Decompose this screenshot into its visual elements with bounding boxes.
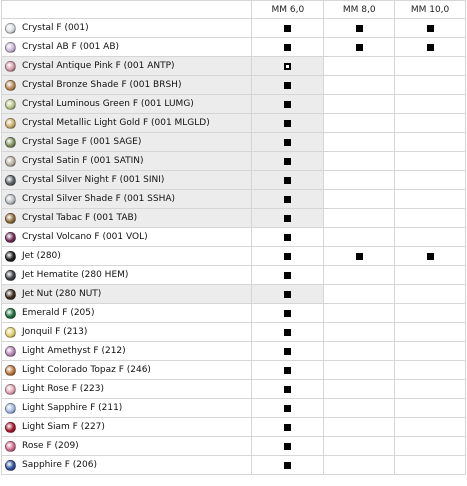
availability-cell (324, 95, 395, 114)
availability-cell (395, 171, 466, 190)
color-name-cell (2, 19, 252, 38)
availability-cell (252, 247, 324, 266)
table-row (2, 95, 466, 114)
availability-cell (324, 380, 395, 399)
color-swatch-icon (5, 232, 16, 243)
availability-cell (252, 95, 324, 114)
availability-cell (395, 323, 466, 342)
availability-cell (252, 19, 324, 38)
availability-cell (395, 152, 466, 171)
filled-square-icon (284, 272, 291, 279)
color-name-cell (2, 190, 252, 209)
color-name-label: Crystal Bronze Shade F (001 BRSH) (22, 80, 182, 90)
filled-square-icon (284, 139, 291, 146)
table-row (2, 38, 466, 57)
availability-cell (324, 190, 395, 209)
availability-cell (252, 209, 324, 228)
availability-cell (324, 38, 395, 57)
color-swatch-icon (5, 99, 16, 110)
availability-cell (395, 437, 466, 456)
color-swatch-icon (5, 175, 16, 186)
color-name-cell (2, 209, 252, 228)
color-swatch-icon (5, 61, 16, 72)
filled-square-icon (284, 120, 291, 127)
availability-cell (395, 247, 466, 266)
color-swatch-icon (5, 289, 16, 300)
availability-table (1, 0, 466, 475)
table-row (2, 361, 466, 380)
color-swatch-icon (5, 194, 16, 205)
color-name-label: Crystal Metallic Light Gold F (001 MLGLD) (22, 118, 210, 128)
color-name-cell (2, 152, 252, 171)
availability-cell (324, 114, 395, 133)
availability-cell (395, 285, 466, 304)
filled-square-icon (284, 443, 291, 450)
availability-cell (324, 247, 395, 266)
availability-cell (324, 437, 395, 456)
color-swatch-icon (5, 346, 16, 357)
filled-square-icon (356, 44, 363, 51)
header-mm6: MM 6,0 (252, 1, 324, 19)
color-name-label: Light Rose F (223) (22, 384, 105, 394)
availability-cell (252, 342, 324, 361)
filled-square-icon (356, 25, 363, 32)
availability-cell (324, 304, 395, 323)
availability-cell (252, 228, 324, 247)
color-swatch-icon (5, 213, 16, 224)
filled-square-icon (284, 329, 291, 336)
availability-cell (395, 38, 466, 57)
availability-cell (252, 133, 324, 152)
table-row (2, 228, 466, 247)
filled-square-icon (284, 253, 291, 260)
filled-square-icon (284, 367, 291, 374)
filled-square-icon (284, 82, 291, 89)
availability-cell (324, 76, 395, 95)
availability-cell (252, 57, 324, 76)
color-swatch-icon (5, 422, 16, 433)
color-name-cell (2, 57, 252, 76)
color-swatch-icon (5, 251, 16, 262)
availability-cell (324, 418, 395, 437)
availability-cell (252, 266, 324, 285)
table-row (2, 57, 466, 76)
color-name-label: Crystal Luminous Green F (001 LUMG) (22, 99, 194, 109)
availability-cell (324, 19, 395, 38)
availability-cell (324, 209, 395, 228)
color-name-label: Crystal Tabac F (001 TAB) (22, 213, 138, 223)
table-row (2, 323, 466, 342)
header-color (2, 1, 252, 19)
color-name-label: Crystal AB F (001 AB) (22, 42, 120, 52)
availability-cell (324, 57, 395, 76)
color-name-label: Sapphire F (206) (22, 460, 97, 470)
color-name-cell (2, 228, 252, 247)
color-name-label: Crystal Silver Night F (001 SINI) (22, 175, 165, 185)
color-name-cell (2, 38, 252, 57)
filled-square-icon (284, 310, 291, 317)
availability-cell (395, 361, 466, 380)
hollow-square-icon (284, 63, 291, 70)
availability-cell (324, 171, 395, 190)
availability-cell (395, 209, 466, 228)
availability-cell (395, 342, 466, 361)
filled-square-icon (284, 177, 291, 184)
availability-cell (324, 266, 395, 285)
filled-square-icon (427, 44, 434, 51)
color-swatch-icon (5, 270, 16, 281)
availability-cell (395, 190, 466, 209)
table-row (2, 133, 466, 152)
availability-cell (395, 228, 466, 247)
color-swatch-icon (5, 460, 16, 471)
availability-cell (324, 399, 395, 418)
color-swatch-icon (5, 137, 16, 148)
availability-cell (252, 437, 324, 456)
availability-cell (252, 380, 324, 399)
color-swatch-icon (5, 365, 16, 376)
table-row (2, 152, 466, 171)
color-swatch-icon (5, 327, 16, 338)
availability-cell (395, 95, 466, 114)
filled-square-icon (284, 386, 291, 393)
availability-cell (395, 304, 466, 323)
availability-cell (324, 342, 395, 361)
filled-square-icon (284, 44, 291, 51)
color-name-cell (2, 114, 252, 133)
color-name-cell (2, 361, 252, 380)
table-row (2, 209, 466, 228)
filled-square-icon (356, 253, 363, 260)
color-name-label: Jonquil F (213) (22, 327, 88, 337)
availability-cell (324, 285, 395, 304)
filled-square-icon (284, 101, 291, 108)
color-name-label: Light Sapphire F (211) (22, 403, 123, 413)
color-name-label: Crystal Volcano F (001 VOL) (22, 232, 148, 242)
color-name-cell (2, 437, 252, 456)
color-name-cell (2, 399, 252, 418)
availability-cell (395, 380, 466, 399)
table-row (2, 171, 466, 190)
filled-square-icon (284, 215, 291, 222)
table-row (2, 76, 466, 95)
filled-square-icon (284, 25, 291, 32)
filled-square-icon (284, 196, 291, 203)
table-row (2, 114, 466, 133)
availability-cell (395, 266, 466, 285)
color-swatch-icon (5, 156, 16, 167)
table-row (2, 190, 466, 209)
availability-cell (252, 323, 324, 342)
table-row (2, 247, 466, 266)
availability-cell (252, 76, 324, 95)
color-name-label: Light Siam F (227) (22, 422, 105, 432)
availability-cell (324, 133, 395, 152)
header-mm8: MM 8,0 (324, 1, 395, 19)
availability-cell (252, 171, 324, 190)
color-swatch-icon (5, 118, 16, 129)
availability-cell (395, 456, 466, 475)
table-row (2, 266, 466, 285)
color-name-cell (2, 95, 252, 114)
availability-cell (252, 361, 324, 380)
availability-cell (395, 418, 466, 437)
color-name-label: Jet (280) (22, 251, 61, 261)
color-name-label: Light Amethyst F (212) (22, 346, 126, 356)
filled-square-icon (284, 291, 291, 298)
availability-cell (252, 304, 324, 323)
color-name-label: Crystal Silver Shade F (001 SSHA) (22, 194, 176, 204)
availability-cell (252, 418, 324, 437)
color-name-cell (2, 304, 252, 323)
availability-cell (324, 456, 395, 475)
availability-cell (324, 323, 395, 342)
availability-cell (395, 399, 466, 418)
availability-cell (252, 399, 324, 418)
color-name-cell (2, 342, 252, 361)
color-name-cell (2, 76, 252, 95)
color-name-label: Light Colorado Topaz F (246) (22, 365, 151, 375)
color-name-label: Jet Nut (280 NUT) (22, 289, 102, 299)
table-row (2, 304, 466, 323)
availability-cell (252, 285, 324, 304)
table-row (2, 418, 466, 437)
color-swatch-icon (5, 384, 16, 395)
color-swatch-icon (5, 403, 16, 414)
color-name-label: Crystal Satin F (001 SATIN) (22, 156, 144, 166)
table-row (2, 19, 466, 38)
availability-cell (252, 190, 324, 209)
table-row (2, 437, 466, 456)
filled-square-icon (284, 424, 291, 431)
color-name-label: Emerald F (205) (22, 308, 95, 318)
color-name-label: Crystal F (001) (22, 23, 89, 33)
availability-cell (252, 152, 324, 171)
availability-cell (252, 456, 324, 475)
filled-square-icon (284, 234, 291, 241)
color-name-label: Crystal Antique Pink F (001 ANTP) (22, 61, 175, 71)
availability-cell (395, 19, 466, 38)
header-mm10: MM 10,0 (395, 1, 466, 19)
availability-cell (395, 57, 466, 76)
color-name-cell (2, 266, 252, 285)
color-name-cell (2, 171, 252, 190)
color-name-label: Rose F (209) (22, 441, 79, 451)
color-name-cell (2, 247, 252, 266)
table-row (2, 456, 466, 475)
filled-square-icon (427, 25, 434, 32)
filled-square-icon (284, 348, 291, 355)
color-name-cell (2, 285, 252, 304)
color-swatch-icon (5, 42, 16, 53)
filled-square-icon (284, 158, 291, 165)
availability-cell (252, 114, 324, 133)
availability-cell (395, 133, 466, 152)
color-name-cell (2, 323, 252, 342)
availability-cell (324, 361, 395, 380)
table-row (2, 380, 466, 399)
availability-cell (395, 76, 466, 95)
color-name-label: Jet Hematite (280 HEM) (22, 270, 129, 280)
availability-cell (395, 114, 466, 133)
header-row (2, 1, 466, 19)
table-row (2, 285, 466, 304)
availability-cell (252, 38, 324, 57)
color-swatch-icon (5, 441, 16, 452)
color-name-cell (2, 456, 252, 475)
color-name-cell (2, 133, 252, 152)
table-row (2, 342, 466, 361)
color-swatch-icon (5, 80, 16, 91)
color-name-cell (2, 380, 252, 399)
availability-cell (324, 152, 395, 171)
color-swatch-icon (5, 308, 16, 319)
filled-square-icon (427, 253, 434, 260)
table-body (2, 19, 466, 475)
filled-square-icon (284, 462, 291, 469)
availability-cell (324, 228, 395, 247)
color-swatch-icon (5, 23, 16, 34)
table-row (2, 399, 466, 418)
color-name-cell (2, 418, 252, 437)
color-name-label: Crystal Sage F (001 SAGE) (22, 137, 142, 147)
filled-square-icon (284, 405, 291, 412)
